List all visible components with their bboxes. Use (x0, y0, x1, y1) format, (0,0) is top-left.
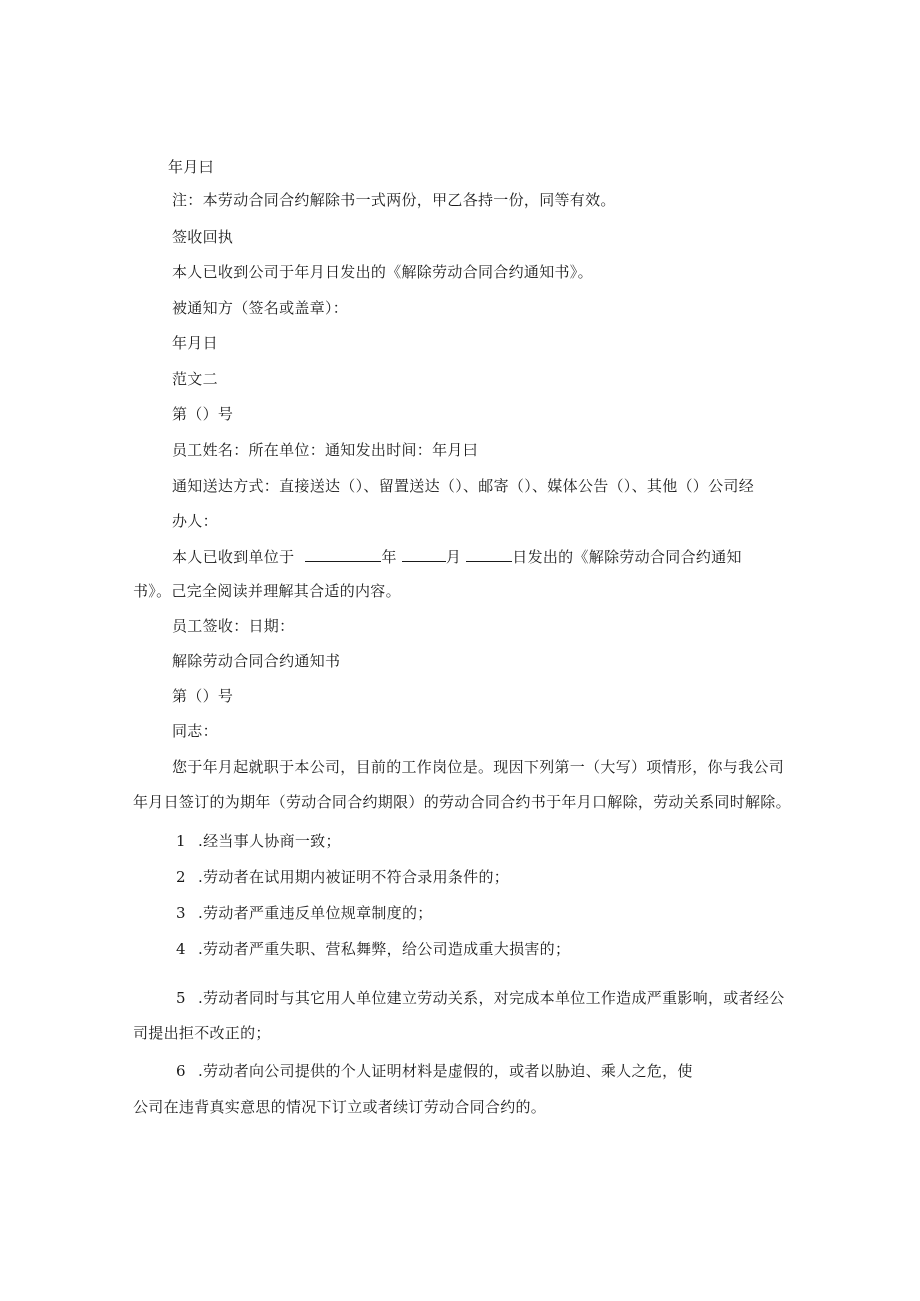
list-item (176, 903, 433, 923)
list-item (176, 831, 341, 851)
receipt-title: 签收回执 (172, 228, 234, 246)
day-blank (466, 546, 512, 562)
list-item (176, 867, 509, 887)
ack-day: 日发出的《解除劳动合同合约通知 (512, 548, 742, 566)
notice-body-line: 您于年月起就职于本公司，目前的工作岗位是。现因下列第一（大写）项情形，你与我公司 (172, 758, 785, 776)
list-item-number: 3 (176, 904, 186, 922)
year-blank (305, 546, 381, 562)
receipt-date: 年月日 (172, 334, 218, 352)
notice-body-line-cont: 年月日签订的为期年（劳动合同合约期限）的劳动合同合约书于年月口解除，劳动关系同时解除。 (133, 793, 791, 811)
duplicate-note: 注：本劳动合同合约解除书一式两份，甲乙各持一份，同等有效。 (172, 191, 616, 209)
list-item-number: 4 (176, 940, 186, 958)
notified-party-signature: 被通知方（签名或盖章）： (172, 299, 349, 317)
delivery-method-line-cont: 办人： (172, 512, 218, 530)
list-item (176, 939, 570, 959)
employee-acknowledgement-cont: 书》。己完全阅读并理解其合适的内容。 (133, 582, 401, 600)
list-item-number: 5 (176, 989, 186, 1007)
list-item (176, 1061, 693, 1081)
receipt-acknowledgement: 本人已收到公司于年月日发出的《解除劳动合同合约通知书》。 (172, 263, 593, 281)
list-item-cont: 公司在违背真实意思的情况下订立或者续订劳动合同合约的。 (133, 1098, 547, 1116)
sample-two-title: 范文二 (172, 370, 218, 388)
list-item-text: .劳动者严重失职、营私舞弊，给公司造成重大损害的； (198, 940, 571, 958)
list-item-cont: 司提出拒不改正的； (133, 1024, 271, 1042)
list-item-number: 6 (176, 1062, 186, 1080)
list-item-text: .经当事人协商一致； (198, 832, 341, 850)
sample-two-number: 第（）号 (172, 405, 234, 423)
list-item-text: .劳动者严重违反单位规章制度的； (198, 904, 433, 922)
list-item-number: 1 (176, 832, 186, 850)
notice-number: 第（）号 (172, 687, 234, 705)
notice-salutation: 同志： (172, 722, 218, 740)
delivery-method-line: 通知送达方式：直接送达（）、留置送达（）、邮寄（）、媒体公告（）、其他（）公司经 (172, 477, 755, 495)
ack-month: 月 (445, 548, 462, 566)
month-blank (402, 546, 446, 562)
employee-info-line: 员工姓名：所在单位：通知发出时间：年月曰 (172, 441, 479, 459)
notice-title: 解除劳动合同合约通知书 (172, 652, 341, 670)
employee-acknowledgement (172, 546, 742, 567)
employee-sign-line: 员工签收：日期： (172, 617, 295, 635)
ack-prefix: 本人已收到单位于 (172, 548, 295, 566)
ack-year: 年 (381, 548, 397, 566)
list-item-number: 2 (176, 868, 186, 886)
list-item-text: .劳动者在试用期内被证明不符合录用条件的； (198, 868, 510, 886)
list-item-text: .劳动者同时与其它用人单位建立劳动关系，对完成本单位工作造成严重影响，或者经公 (198, 989, 785, 1007)
header-date: 年月曰 (168, 158, 214, 176)
list-item-text: .劳动者向公司提供的个人证明材料是虚假的，或者以胁迫、乘人之危，使 (198, 1062, 693, 1080)
list-item (176, 988, 784, 1008)
